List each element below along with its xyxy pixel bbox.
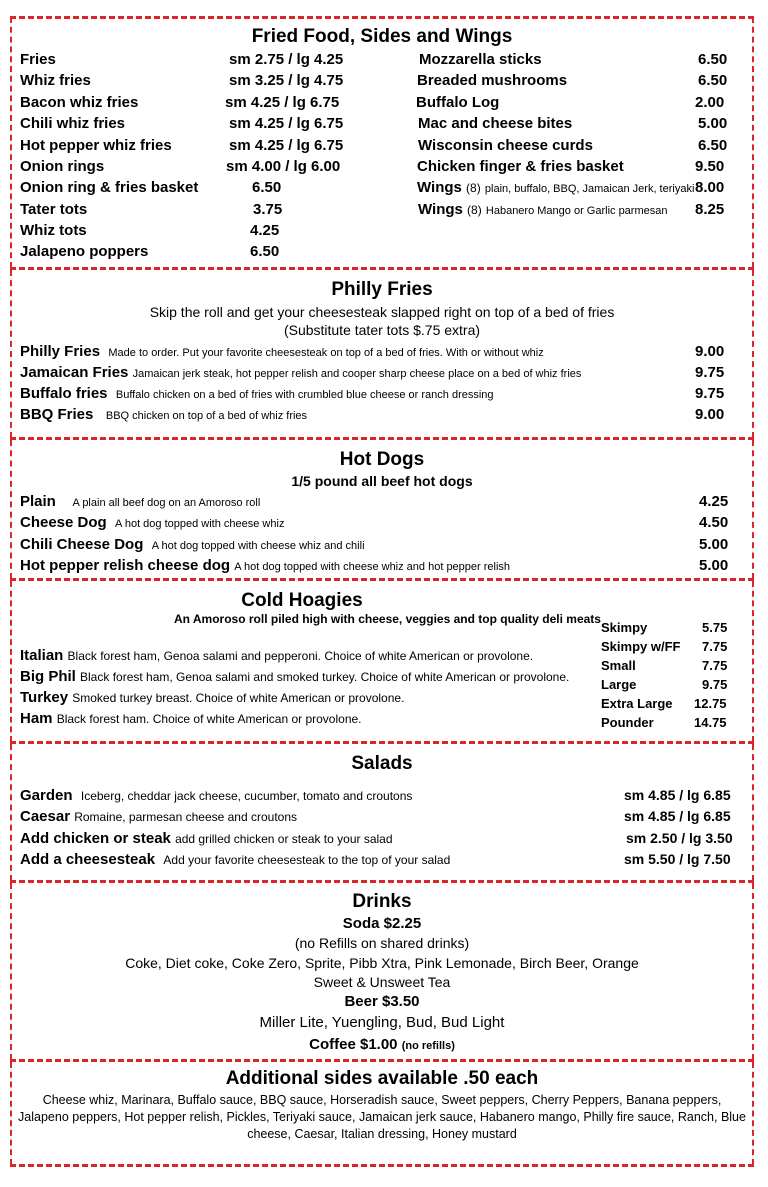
list-item: Whiz tots <box>20 222 87 239</box>
list-item: Fries <box>20 51 56 68</box>
list-item: Jalapeno poppers <box>20 243 149 260</box>
list-item: Mac and cheese bites <box>418 115 573 132</box>
sides-list: cheese, Caesar, Italian dressing, Honey mustard <box>247 1127 517 1141</box>
size-label: Extra Large <box>601 696 673 711</box>
item-price: 9.75 <box>695 385 725 402</box>
item-price: 4.25 <box>699 493 729 510</box>
list-item: Wings (8) plain, buffalo, BBQ, Jamaican Jerk, teriyaki <box>417 179 695 196</box>
sides-list: Jalapeno peppers, Hot pepper relish, Pickles, Teriyaki sauce, Jamaican jerk sauce, Habanero mango, Philly fire sauce, Ranch, Blue <box>18 1110 746 1124</box>
section-hot-dogs <box>10 440 754 579</box>
section-subtitle: Skip the roll and get your cheesesteak slapped right on top of a bed of fries <box>149 304 615 320</box>
tea-list: Sweet & Unsweet Tea <box>313 974 451 990</box>
list-item: BBQ Fries BBQ chicken on top of a bed of whiz fries <box>20 406 308 423</box>
item-price: 9.75 <box>695 364 725 381</box>
refill-note: (no Refills on shared drinks) <box>294 935 470 951</box>
item-price: 5.00 <box>699 557 729 574</box>
item-price: sm 2.75 / lg 4.25 <box>229 51 344 68</box>
beer-list: Miller Lite, Yuengling, Bud, Bud Light <box>259 1014 505 1031</box>
list-item: Cheese Dog A hot dog topped with cheese whiz <box>20 514 285 531</box>
item-price: 5.00 <box>699 536 729 553</box>
list-item: Ham Black forest ham. Choice of white American or provolone. <box>20 710 362 727</box>
list-item: Chili Cheese Dog A hot dog topped with cheese whiz and chili <box>20 536 365 553</box>
item-price: 8.25 <box>695 201 725 218</box>
item-price: sm 4.25 / lg 6.75 <box>229 137 344 154</box>
item-price: sm 4.85 / lg 6.85 <box>624 808 731 824</box>
list-item: Whiz fries <box>20 72 91 89</box>
item-price: 6.50 <box>698 72 728 89</box>
item-price: 4.25 <box>250 222 280 239</box>
item-price: sm 4.00 / lg 6.00 <box>226 158 341 175</box>
size-label: Large <box>601 677 637 692</box>
sides-list: Cheese whiz, Marinara, Buffalo sauce, BBQ sauce, Horseradish sauce, Sweet peppers, Cherry Peppers, Banana peppers, <box>42 1093 722 1107</box>
section-additional-sides <box>10 1062 754 1165</box>
size-price: 5.75 <box>702 620 728 635</box>
section-cold-hoagies <box>10 581 754 742</box>
item-price: sm 2.50 / lg 3.50 <box>626 830 733 846</box>
section-title: Fried Food, Sides and Wings <box>251 26 513 47</box>
list-item: Onion ring & fries basket <box>20 179 199 196</box>
size-price: 7.75 <box>702 639 728 654</box>
item-price: 6.50 <box>252 179 282 196</box>
list-item: Buffalo fries Buffalo chicken on a bed of fries with crumbled blue cheese or ranch dressing <box>20 385 494 402</box>
list-item: Chicken finger & fries basket <box>417 158 624 175</box>
item-price: 6.50 <box>250 243 280 260</box>
size-price: 9.75 <box>702 677 728 692</box>
item-price: sm 4.25 / lg 6.75 <box>225 94 340 111</box>
item-price: 3.75 <box>253 201 283 218</box>
size-label: Pounder <box>601 715 654 730</box>
item-price: 4.50 <box>699 514 729 531</box>
soda-price: Soda $2.25 <box>342 915 422 932</box>
list-item: Jamaican Fries Jamaican jerk steak, hot pepper relish and cooper sharp cheese place on a bed of whiz fries <box>20 364 582 381</box>
list-item: Wisconsin cheese curds <box>418 137 593 154</box>
list-item: Breaded mushrooms <box>417 72 568 89</box>
item-price: sm 3.25 / lg 4.75 <box>229 72 344 89</box>
list-item: Plain A plain all beef dog on an Amoroso roll <box>20 493 261 510</box>
size-label: Small <box>601 658 636 673</box>
item-price: sm 4.25 / lg 6.75 <box>229 115 344 132</box>
size-price: 7.75 <box>702 658 728 673</box>
list-item: Bacon whiz fries <box>20 94 139 111</box>
list-item: Italian Black forest ham, Genoa salami and pepperoni. Choice of white American or provolone. <box>20 647 534 664</box>
beer-price: Beer $3.50 <box>344 993 420 1010</box>
list-item: Buffalo Log <box>416 94 500 111</box>
list-item: Tater tots <box>20 201 88 218</box>
section-title: Additional sides available .50 each <box>225 1068 539 1089</box>
list-item: Caesar Romaine, parmesan cheese and croutons <box>20 808 298 825</box>
item-price: 9.50 <box>695 158 725 175</box>
section-salads <box>10 744 754 881</box>
section-title: Drinks <box>352 891 412 912</box>
size-label: Skimpy w/FF <box>601 639 681 654</box>
soda-list: Coke, Diet coke, Coke Zero, Sprite, Pibb Xtra, Pink Lemonade, Birch Beer, Orange <box>125 955 639 971</box>
section-title: Cold Hoagies <box>241 590 363 611</box>
list-item: Hot pepper whiz fries <box>20 137 172 154</box>
list-item: Mozzarella sticks <box>419 51 542 68</box>
section-fried <box>10 17 754 268</box>
item-price: 2.00 <box>695 94 725 111</box>
section-drinks <box>10 883 754 1060</box>
section-philly-fries <box>10 270 754 438</box>
list-item: Chili whiz fries <box>20 115 126 132</box>
list-item: Wings (8) Habanero Mango or Garlic parmesan <box>418 201 668 218</box>
item-price: 9.00 <box>695 343 725 360</box>
item-price: 5.00 <box>698 115 728 132</box>
section-title: Hot Dogs <box>339 449 425 470</box>
list-item: Add a cheesesteak Add your favorite cheesesteak to the top of your salad <box>20 851 451 868</box>
size-price: 12.75 <box>694 696 727 711</box>
list-item: Onion rings <box>20 158 105 175</box>
list-item: Add chicken or steak add grilled chicken or steak to your salad <box>20 830 393 847</box>
coffee-price: Coffee $1.00 (no refills) <box>309 1036 455 1053</box>
item-price: 8.00 <box>695 179 725 196</box>
list-item: Hot pepper relish cheese dog A hot dog topped with cheese whiz and hot pepper relish <box>20 557 511 574</box>
size-price: 14.75 <box>694 715 727 730</box>
item-price: 6.50 <box>698 51 728 68</box>
list-item: Philly Fries Made to order. Put your favorite cheesesteak on top of a bed of fries. With or without whiz <box>20 343 544 360</box>
section-subtitle: 1/5 pound all beef hot dogs <box>291 473 473 489</box>
item-price: 9.00 <box>695 406 725 423</box>
section-title: Philly Fries <box>331 279 433 300</box>
section-title: Salads <box>351 753 413 774</box>
list-item: Turkey Smoked turkey breast. Choice of white American or provolone. <box>20 689 405 706</box>
list-item: Garden Iceberg, cheddar jack cheese, cucumber, tomato and croutons <box>20 787 413 804</box>
item-price: sm 4.85 / lg 6.85 <box>624 787 731 803</box>
item-price: 6.50 <box>698 137 728 154</box>
item-price: sm 5.50 / lg 7.50 <box>624 851 731 867</box>
size-label: Skimpy <box>601 620 648 635</box>
list-item: Big Phil Black forest ham, Genoa salami and smoked turkey. Choice of white American or provolone. <box>20 668 570 685</box>
section-note: (Substitute tater tots $.75 extra) <box>283 322 481 338</box>
section-subtitle: An Amoroso roll piled high with cheese, veggies and top quality deli meats <box>174 612 601 626</box>
